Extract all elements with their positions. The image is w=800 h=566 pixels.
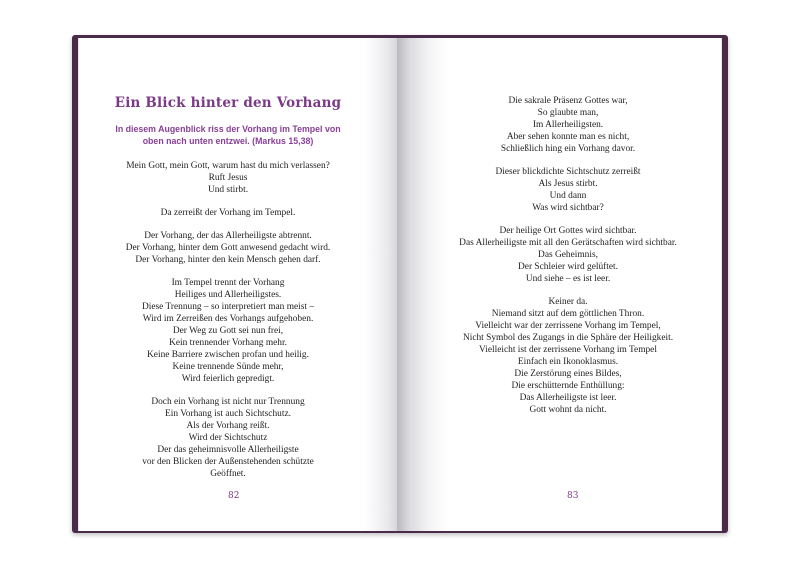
poem-line: Die Zerstörung eines Bildes, (514, 369, 622, 379)
poem-line: Der das geheimnisvolle Allerheiligste (157, 445, 299, 455)
poem-line: Diese Trennung – so interpretiert man meist – (141, 302, 315, 312)
poem-line: Im Allerheiligsten. (532, 120, 604, 130)
poem-line: Wird im Zerreißen des Vorhangs aufgehoben. (142, 314, 314, 324)
poem-line: Der Vorhang, hinter den kein Mensch gehen darf. (135, 255, 321, 265)
poem-line: Doch ein Vorhang ist nicht nur Trennung (151, 397, 305, 407)
page-title: Ein Blick hinter den Vorhang (114, 95, 342, 111)
poem-line: Keine Barriere zwischen profan und heilig. (147, 350, 309, 360)
poem-line: Ruft Jesus (208, 173, 248, 183)
poem-stanza (78, 277, 378, 385)
right-page (397, 38, 722, 531)
poem-line: Aber sehen konnte man es nicht, (506, 132, 630, 142)
poem-line: Geöffnet. (210, 469, 246, 479)
left-page-content (78, 38, 378, 480)
poem-line: Wird feierlich gepredigt. (181, 374, 275, 384)
intro-line: oben nach unten entzwei. (Markus 15,38) (142, 136, 314, 146)
poem-stanza (78, 230, 378, 266)
poem-line: Ein Vorhang ist auch Sichtschutz. (165, 409, 291, 419)
poem-line: vor den Blicken der Außenstehenden schützte (142, 457, 314, 467)
right-page-content (423, 38, 713, 416)
left-page (78, 38, 404, 531)
poem-line: Nicht Symbol des Zugangs in die Sphäre der Heiligkeit. (462, 333, 674, 343)
poem-line: Heiliges und Allerheiligstes. (174, 290, 282, 300)
poem-stanza (423, 166, 713, 214)
page-edge-right (715, 38, 722, 531)
page-number: 83 (567, 491, 579, 501)
poem-line: Da zerreißt der Vorhang im Tempel. (160, 208, 296, 218)
poem-stanza (78, 207, 378, 219)
poem-line: Und stirbt. (207, 185, 249, 195)
poem-line: Als Jesus stirbt. (538, 179, 598, 189)
poem-line: Im Tempel trennt der Vorhang (171, 278, 285, 288)
poem-stanza (423, 296, 713, 416)
poem-line: Der Schleier wird gelüftet. (518, 262, 618, 272)
poem-line: Mein Gott, mein Gott, warum hast du mich verlassen? (126, 161, 330, 171)
intro-quote (78, 123, 378, 147)
poem-stanza (78, 396, 378, 480)
poem-line: Und siehe – es ist leer. (525, 274, 611, 284)
poem-line: Der heilige Ort Gottes wird sichtbar. (499, 226, 637, 236)
poem-line: Wird der Sichtschutz (188, 433, 268, 443)
poem-line: Vielleicht ist der zerrissene Vorhang im Tempel (479, 345, 657, 355)
poem-line: Der Vorhang, der das Allerheiligste abtrennt. (144, 231, 312, 241)
poem-line: Vielleicht war der zerrissene Vorhang im Tempel, (475, 321, 661, 331)
poem-line: Und dann (549, 191, 587, 201)
poem-stanza (423, 225, 713, 285)
poem-line: So glaubte man, (537, 108, 599, 118)
poem-line: Schließlich hing ein Vorhang davor. (500, 144, 636, 154)
page-number: 82 (228, 491, 240, 501)
poem-line: Das Allerheiligste ist leer. (519, 393, 617, 403)
poem-line: Die sakrale Präsenz Gottes war, (508, 96, 628, 106)
poem-stanza (78, 160, 378, 196)
poem-line: Einfach ein Ikonoklasmus. (517, 357, 619, 367)
poem-line: Keine trennende Sünde mehr, (172, 362, 284, 372)
poem-line: Als der Vorhang reißt. (186, 421, 270, 431)
poem-line: Gott wohnt da nicht. (529, 405, 607, 415)
poem-line: Dieser blickdichte Sichtschutz zerreißt (495, 167, 641, 177)
poem-line: Das Allerheiligste mit all den Gerätschaften wird sichtbar. (459, 238, 677, 248)
poem-line: Keiner da. (548, 297, 588, 307)
poem-line: Der Weg zu Gott sei nun frei, (172, 326, 284, 336)
intro-line: In diesem Augenblick riss der Vorhang im Tempel von (115, 124, 341, 134)
poem-line: Kein trennender Vorhang mehr. (169, 338, 287, 348)
poem-line: Das Geheimnis, (538, 250, 598, 260)
poem-line: Die erschütternde Enthüllung: (511, 381, 625, 391)
poem-stanza (423, 95, 713, 155)
poem-line: Niemand sitzt auf dem göttlichen Thron. (491, 309, 645, 319)
poem-line: Was wird sichtbar? (532, 203, 604, 213)
poem-line: Der Vorhang, hinter dem Gott anwesend gedacht wird. (125, 243, 331, 253)
